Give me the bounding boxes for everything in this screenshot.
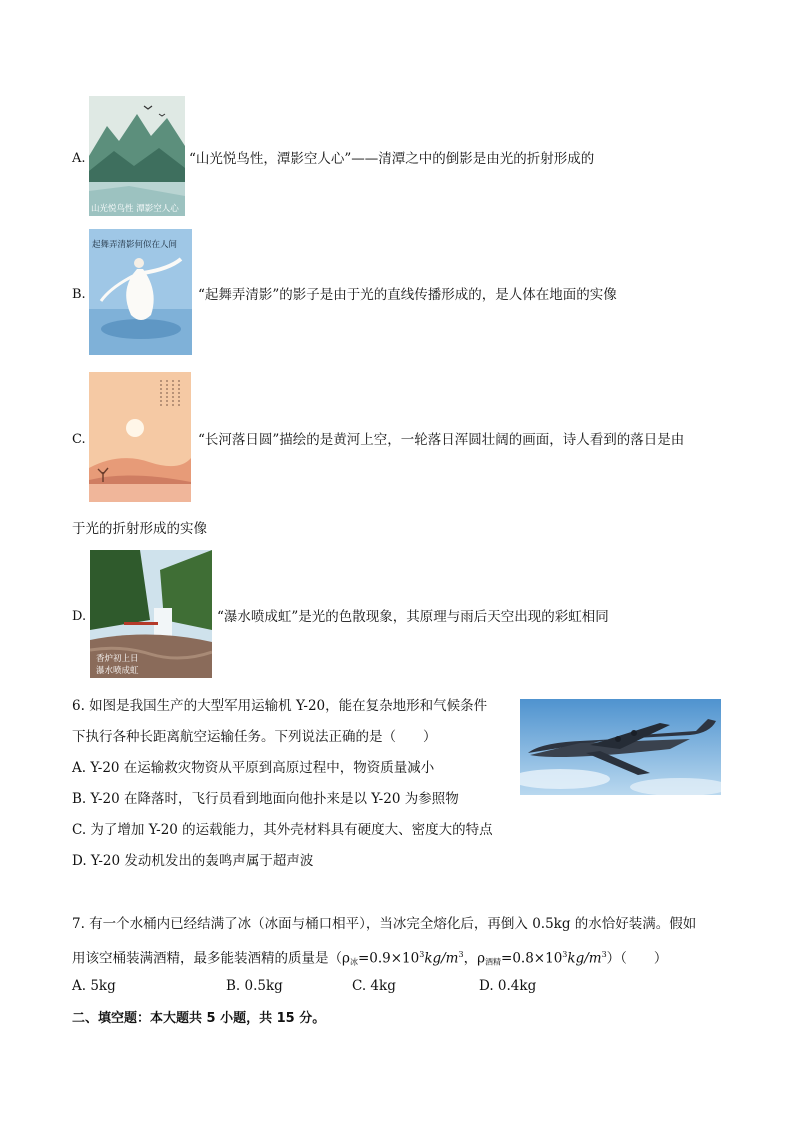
option-a-letter: A. — [72, 151, 86, 166]
ice-density-value: =0.9×10 — [357, 950, 420, 967]
q6-choice-c: C. 为了增加 Y-20 的运载能力，其外壳材料具有硬度大、密度大的特点 — [72, 822, 493, 838]
alcohol-unit-exponent: 3 — [601, 950, 607, 959]
option-d-letter: D. — [72, 609, 87, 624]
option-b-letter: B. — [72, 287, 86, 302]
ice-unit-exponent: 3 — [458, 950, 464, 959]
image-a-caption: 山光悦鸟性 潭影空人心 — [91, 204, 179, 214]
ice-subscript: 冰 — [349, 957, 358, 967]
q7-choice-c: C. 4kg — [352, 978, 396, 994]
y20-aircraft-image — [520, 699, 721, 795]
waterfall-image — [90, 550, 212, 678]
option-b-text: “起舞弄清影”的影子是由于光的直线传播形成的，是人体在地面的实像 — [198, 287, 617, 303]
landscape-reflection-image — [89, 96, 185, 216]
alcohol-subscript: 酒精 — [485, 957, 502, 967]
q6-choice-b: B. Y-20 在降落时，飞行员看到地面向他扑来是以 Y-20 为参照物 — [72, 791, 459, 807]
q7-stem-line1: 7. 有一个水桶内已经结满了冰（冰面与桶口相平），当冰完全熔化后，再倒入 0.5kg 的水恰好装满。假如 — [72, 916, 697, 932]
sunset-river-image — [89, 372, 191, 502]
option-c-text-continued: 于光的折射形成的实像 — [72, 521, 207, 537]
q7-stem-line2 — [72, 946, 667, 972]
alcohol-density-unit: kg/m — [567, 950, 602, 967]
option-a-text: “山光悦鸟性，潭影空人心”——清潭之中的倒影是由光的折射形成的 — [189, 151, 595, 167]
q6-choice-a: A. Y-20 在运输救灾物资从平原到高原过程中，物资质量减小 — [72, 760, 435, 776]
ice-density-unit: kg/m — [424, 950, 459, 967]
option-c-text: “长河落日圆”描绘的是黄河上空，一轮落日浑圆壮阔的画面，诗人看到的落日是由 — [198, 432, 685, 448]
q7-choice-a: A. 5kg — [72, 978, 116, 994]
alcohol-density-value: =0.8×10 — [501, 950, 563, 967]
section-heading: 二、填空题：本大题共 5 小题，共 15 分。 — [72, 1011, 326, 1026]
q6-stem-line1: 6. 如图是我国生产的大型军用运输机 Y-20，能在复杂地形和气候条件 — [72, 698, 488, 714]
dancer-shadow-image — [89, 229, 192, 355]
image-b-caption: 起舞弄清影何似在人间 — [92, 240, 178, 250]
q7-choice-b: B. 0.5kg — [226, 978, 283, 994]
q7-line2-prefix: 用该空桶装满酒精，最多能装酒精的质量是（ρ — [72, 950, 350, 967]
separator: ，ρ — [463, 950, 486, 967]
alcohol-exponent: 3 — [562, 950, 568, 959]
q7-line2-tail: ）（ ） — [606, 950, 668, 967]
q6-choice-d: D. Y-20 发动机发出的轰鸣声属于超声波 — [72, 853, 314, 869]
option-d-text: “瀑水喷成虹”是光的色散现象，其原理与雨后天空出现的彩虹相同 — [217, 609, 609, 625]
option-c-letter: C. — [72, 432, 86, 447]
q7-choice-d: D. 0.4kg — [479, 978, 537, 994]
image-d-caption-2: 瀑水喷成虹 — [96, 666, 139, 676]
q6-stem-line2: 下执行各种长距离航空运输任务。下列说法正确的是（ ） — [72, 729, 437, 745]
ice-exponent: 3 — [419, 950, 425, 959]
image-d-caption-1: 香炉初上日 — [96, 654, 139, 664]
